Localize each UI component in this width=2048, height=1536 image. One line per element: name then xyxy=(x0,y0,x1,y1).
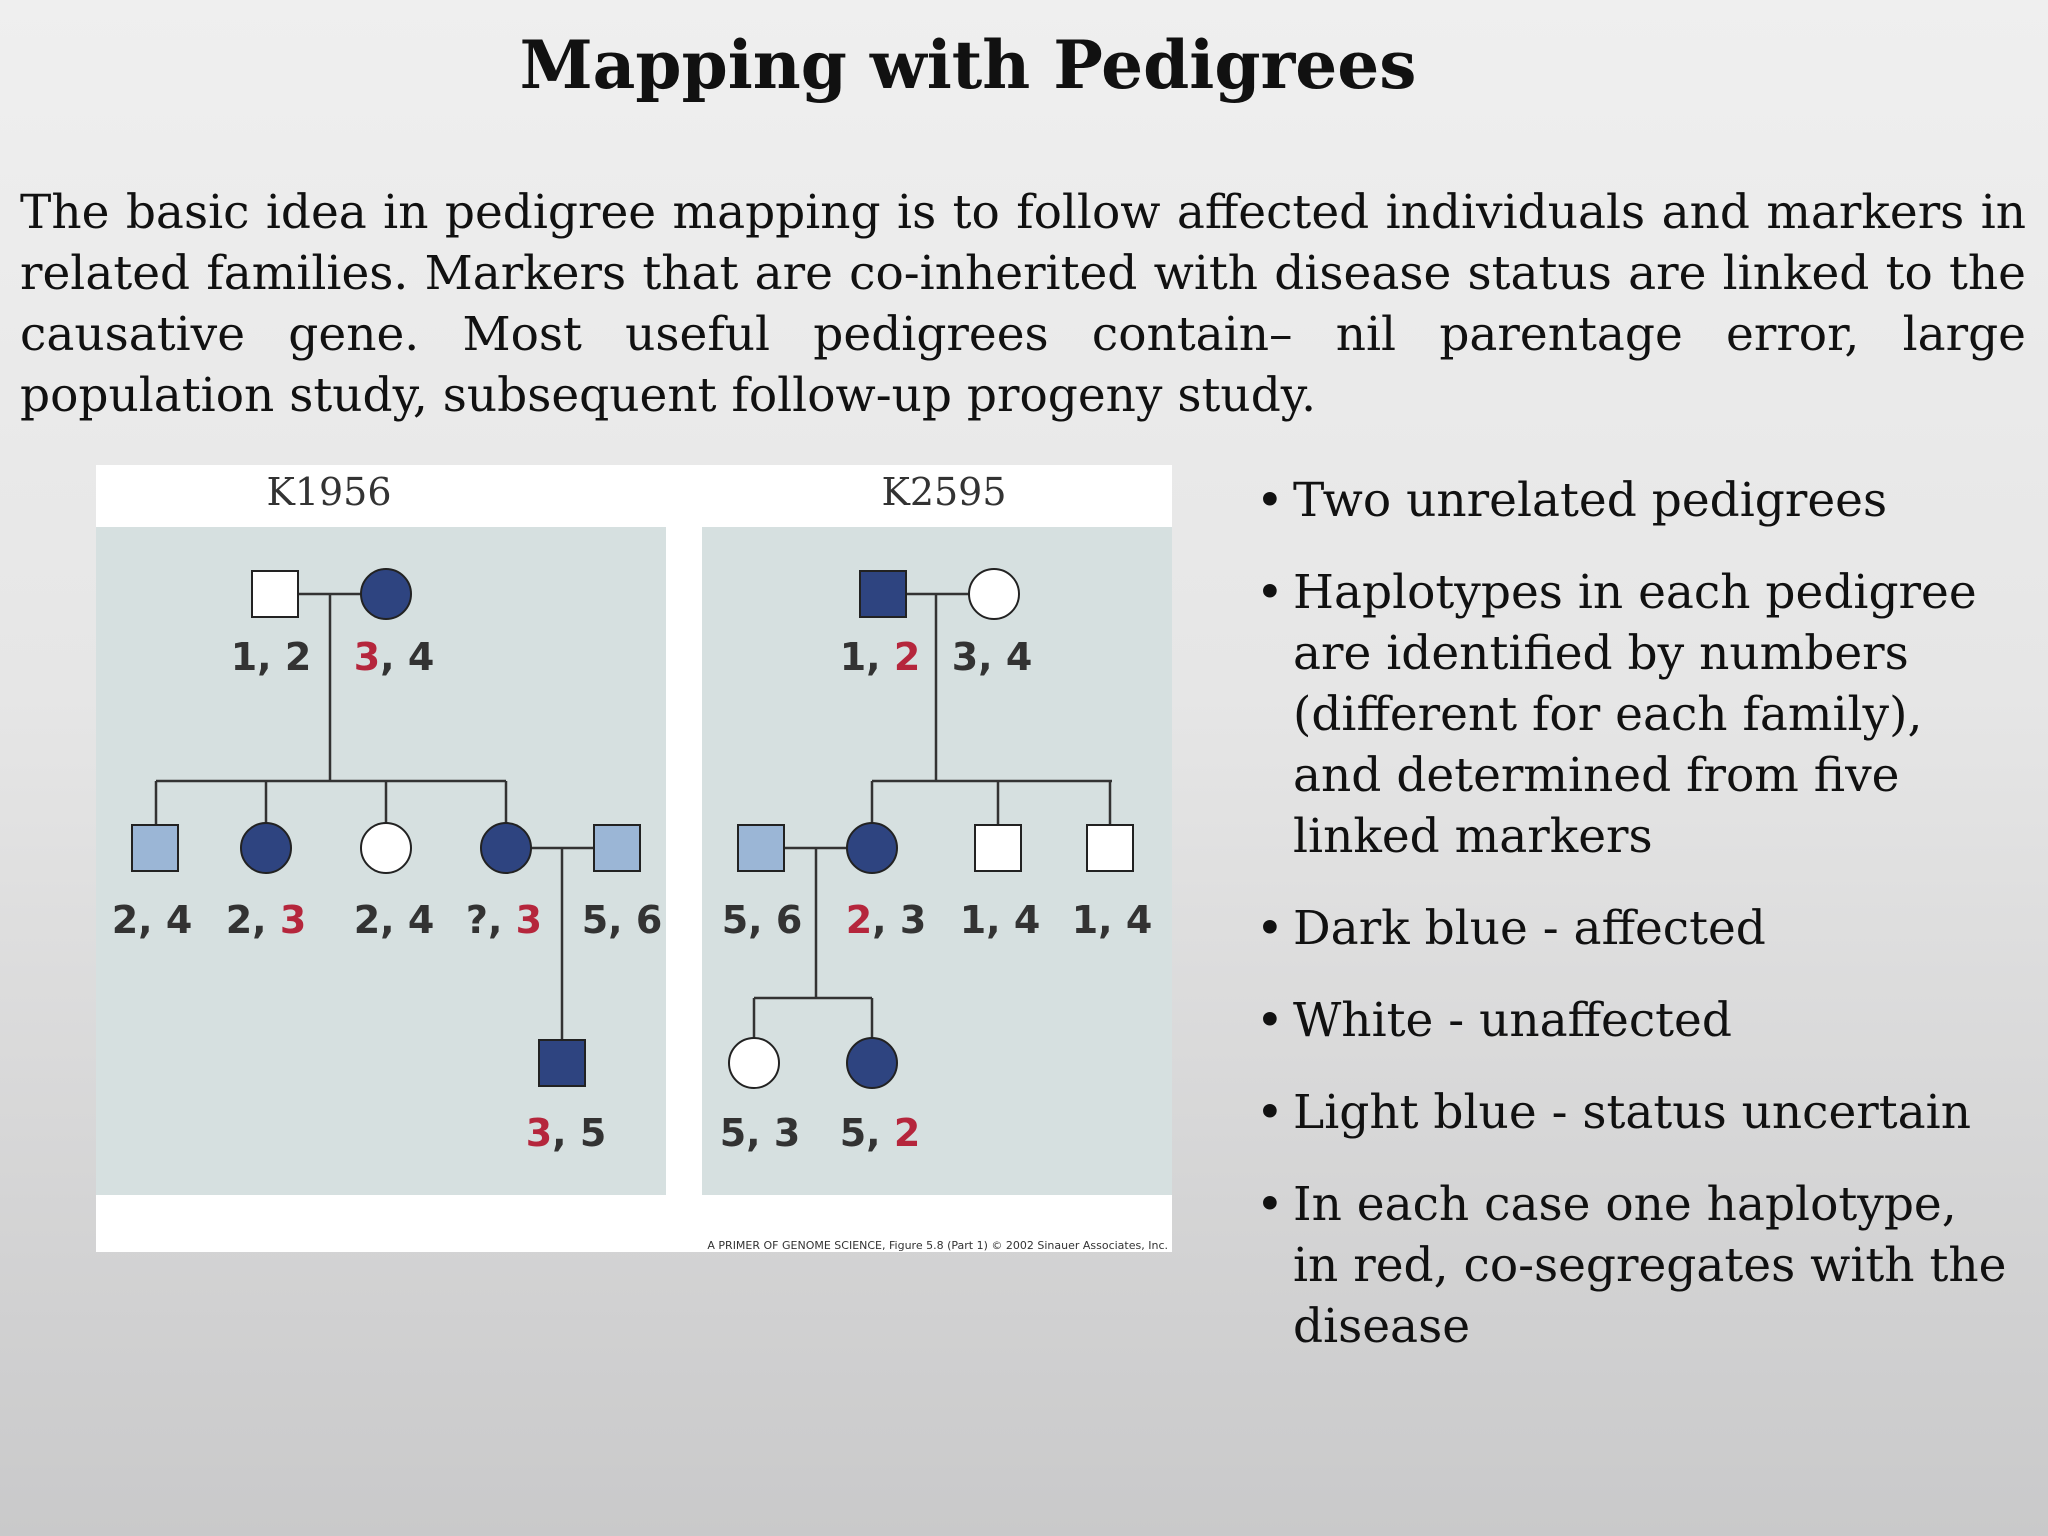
bullet-text: In each case one haplotype, in red, co-segregates with the disease xyxy=(1293,1177,2007,1354)
bullet-dot: • xyxy=(1256,901,1284,956)
bullet-item xyxy=(1256,990,2016,1051)
haplotype-label: 1, 2 xyxy=(839,635,921,679)
bullet-dot: • xyxy=(1256,565,1284,620)
haplotype-label: 1, 4 xyxy=(959,898,1041,942)
bullet-dot: • xyxy=(1256,1177,1284,1232)
k1956-mother xyxy=(361,569,411,619)
intro-paragraph: The basic idea in pedigree mapping is to follow affected individuals and markers in related families. Markers that are co-inherited with disease status are linked to the causative gene. Most useful pedigrees contain– nil parentage error, large population study, subsequent follow-up progeny study. xyxy=(20,185,2026,423)
haplotype-label: 1, 4 xyxy=(1071,898,1153,942)
k2595-grandchild-2 xyxy=(847,1038,897,1088)
k1956-father xyxy=(252,571,298,617)
k2595-mother xyxy=(969,569,1019,619)
bullet-item xyxy=(1256,1082,2016,1143)
bullet-item xyxy=(1256,470,2016,531)
k2595-spouse xyxy=(738,825,784,871)
haplotype-label: 1, 2 xyxy=(230,635,312,679)
k1956-grandchild xyxy=(539,1040,585,1086)
k1956-child-2 xyxy=(241,823,291,873)
bullet-dot: • xyxy=(1256,993,1284,1048)
haplotype-label: 2, 3 xyxy=(225,898,307,942)
k1956-child-4 xyxy=(481,823,531,873)
k2595-child-3 xyxy=(1087,825,1133,871)
haplotype-label: 2, 3 xyxy=(845,898,927,942)
bullet-text: Two unrelated pedigrees xyxy=(1293,473,1888,528)
k2595-grandchild-1 xyxy=(729,1038,779,1088)
bullet-text: Light blue - status uncertain xyxy=(1293,1085,1971,1140)
haplotype-label: 5, 2 xyxy=(839,1111,921,1155)
slide-title: Mapping with Pedigrees xyxy=(519,26,1417,104)
haplotype-label: 3, 5 xyxy=(525,1111,607,1155)
bullet-dot: • xyxy=(1256,1085,1284,1140)
haplotype-label: 3, 4 xyxy=(951,635,1033,679)
bullet-item xyxy=(1256,1174,2016,1357)
k1956-child-3 xyxy=(361,823,411,873)
k2595-child-1 xyxy=(847,823,897,873)
bullet-text: White - unaffected xyxy=(1293,993,1732,1048)
k1956-spouse xyxy=(594,825,640,871)
haplotype-label: 2, 4 xyxy=(353,898,435,942)
bullet-text: Dark blue - affected xyxy=(1293,901,1766,956)
haplotype-label: 5, 6 xyxy=(721,898,803,942)
bullet-item xyxy=(1256,562,2016,867)
pedigree-diagram xyxy=(96,465,1172,1252)
pedigree-label-k1956: K1956 xyxy=(266,470,392,514)
bullet-list xyxy=(1256,470,2016,1388)
bullet-text: Haplotypes in each pedigree are identified by numbers (different for each family), and determined from five linked markers xyxy=(1293,565,1977,864)
haplotype-label: 5, 6 xyxy=(581,898,663,942)
bullet-item xyxy=(1256,898,2016,959)
bullet-dot: • xyxy=(1256,473,1284,528)
pedigree-label-k2595: K2595 xyxy=(881,470,1007,514)
k1956-child-1 xyxy=(132,825,178,871)
haplotype-label: 5, 3 xyxy=(719,1111,801,1155)
k2595-father xyxy=(860,571,906,617)
figure-credit: A PRIMER OF GENOME SCIENCE, Figure 5.8 (Part 1) © 2002 Sinauer Associates, Inc. xyxy=(707,1239,1168,1252)
haplotype-label: 3, 4 xyxy=(353,635,435,679)
haplotype-label: ?, 3 xyxy=(465,898,543,942)
pedigree-figure xyxy=(96,465,1172,1252)
haplotype-label: 2, 4 xyxy=(111,898,193,942)
k2595-child-2 xyxy=(975,825,1021,871)
